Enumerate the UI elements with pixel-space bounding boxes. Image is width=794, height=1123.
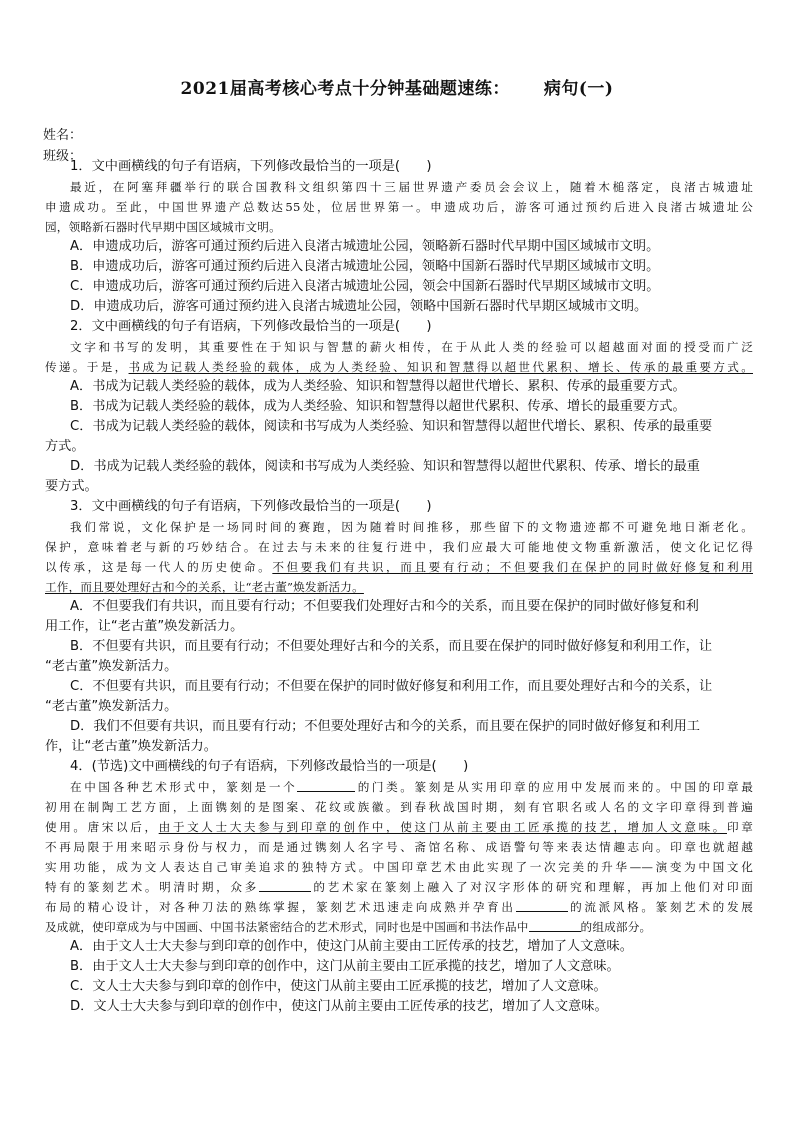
- q3-option-d-cont: 作，让“老古董”焕发新活力。: [45, 739, 217, 754]
- q4-passage-text: 及成就，使印章成为与中国画、中国书法紧密结合的艺术形式，同时也是中国画和书法作品中: [45, 920, 529, 934]
- q1-passage-line: 园，领略新石器时代早期中国区域城市文明。: [45, 220, 281, 234]
- q3-passage-text: 以传承，这是每一代人的历史使命。: [45, 560, 273, 574]
- q4-stem: 4．(节选)文中画横线的句子有语病，下列修改最恰当的一项是( ): [70, 759, 469, 774]
- fill-blank: [297, 779, 355, 792]
- q1-option-b: B．申遗成功后，游客可通过预约后进入良渚古城遗址公园，领略中国新石器时代早期区域城市文明。: [70, 259, 660, 274]
- q4-passage-text: 布局的精心设计，对各种刀法的熟练掌握，篆刻艺术迅速走向成熟并孕育出: [45, 900, 516, 914]
- q3-option-c: C．不但要有共识，而且要有行动；不但要在保护的同时做好修复和利用工作，而且要处理好古和今的关系，让: [70, 679, 713, 694]
- class-field-label: 班级：: [43, 149, 83, 164]
- q1-stem: 1．文中画横线的句子有语病，下列修改最恰当的一项是( ): [70, 159, 432, 174]
- q3-option-a: A．不但要我们有共识，而且要有行动；不但要我们处理好古和今的关系，而且要在保护的同时做好修复和利: [70, 599, 699, 614]
- fill-blank: [529, 919, 581, 932]
- q2-option-c: C．书成为记载人类经验的载体，阅读和书写成为人类经验、知识和智慧得以超世代增长、累积、传承的最重要: [70, 419, 713, 434]
- question-list: [45, 157, 753, 1017]
- q4-passage-line: [45, 817, 753, 837]
- q3-option-b: B．不但要有共识，而且要有行动；不但要处理好古和今的关系，而且要在保护的同时做好修复和利用工作，让: [70, 639, 713, 654]
- q2-underlined-sentence: 书成为记载人类经验的载体，成为人类经验、知识和智慧得以超世代累积、增长、传承的最重要方式。: [128, 360, 753, 374]
- q3-option-c-cont: “老古董”焕发新活力。: [45, 699, 178, 714]
- q4-underlined-sentence: 由于文人士大夫参与到印章的创作中，使这门从前主要由工匠承揽的技艺，增加人文意味。: [158, 820, 727, 834]
- q4-passage-line: [45, 777, 753, 797]
- q4-option-a: A．由于文人士大夫参与到印章的创作中，使这门从前主要由工匠传承的技艺，增加了人文意味。: [70, 939, 633, 954]
- q1-passage-line: 最近，在阿塞拜疆举行的联合国教科文组织第四十三届世界遗产委员会会议上，随着木槌落定，良渚古城遗址: [70, 180, 753, 194]
- q3-passage-line: [45, 557, 753, 577]
- q4-passage-text: 的流派风格。篆刻艺术的发展: [567, 900, 753, 914]
- q2-passage-text: 传递。于是，: [45, 360, 129, 374]
- q4-passage-text: 特有的篆刻艺术。明清时期，众多: [45, 880, 259, 894]
- q1-option-c: C．申遗成功后，游客可通过预约后进入良渚古城遗址公园，领会中国新石器时代早期区域城市文明。: [70, 279, 660, 294]
- q2-stem: 2．文中画横线的句子有语病，下列修改最恰当的一项是( ): [70, 319, 432, 334]
- q1-passage-line: 申遗成功。至此，中国世界遗产总数达55处，位居世界第一。申遗成功后，游客可通过预约后进入良渚古城遗址公: [45, 200, 753, 214]
- q3-passage-line: 保护，意味着老与新的巧妙结合。在过去与未来的往复行进中，我们应最大可能地使文物重新激活，使文化记忆得: [45, 540, 753, 554]
- q2-option-b: B．书成为记载人类经验的载体，成为人类经验、知识和智慧得以超世代累积、传承、增长的最重要方式。: [70, 399, 686, 414]
- q4-option-b: B．由于文人士大夫参与到印章的创作中，这门从前主要由工匠承揽的技艺，增加了人文意味。: [70, 959, 620, 974]
- q4-option-d: D．文人士大夫参与到印章的创作中，使这门从前主要由工匠传承的技艺，增加了人文意味。: [70, 999, 608, 1014]
- q4-passage-line: [45, 897, 753, 917]
- q3-underlined-sentence: 不但要我们有共识，而且要有行动；不但要我们在保护的同时做好修复和利用: [272, 560, 753, 574]
- q2-option-c-cont: 方式。: [45, 439, 85, 454]
- q4-passage-text: 使用。唐宋以后，: [45, 820, 159, 834]
- q2-passage-line: [45, 357, 753, 377]
- q2-option-a: A．书成为记载人类经验的载体，成为人类经验、知识和智慧得以超世代增长、累积、传承的最重要方式。: [70, 379, 686, 394]
- fill-blank: [516, 899, 568, 912]
- name-field-label: 姓名：: [43, 128, 83, 143]
- q3-underlined-sentence-cont: 工作，而且要处理好古和今的关系，让“老古董”焕发新活力。: [45, 580, 364, 594]
- title-main: 2021届高考核心考点十分钟基础题速练：: [180, 79, 510, 99]
- q2-option-d: D．书成为记载人类经验的载体，阅读和书写成为人类经验、知识和智慧得以超世代累积、传承、增长的最重: [70, 459, 700, 474]
- q4-passage-text: 的艺术家在篆刻上融入了对汉字形体的研究和理解，再加上他们对印面: [310, 880, 753, 894]
- q1-option-d: D．申遗成功后，游客可通过预约进入良渚古城遗址公园，领略中国新石器时代早期区域城市文明。: [70, 299, 648, 314]
- q2-option-d-cont: 要方式。: [45, 479, 98, 494]
- q4-passage-line: 不再局限于用来昭示身份与权力，而是通过镌刻人名字号、斋馆名称、成语警句等来表达情趣志向。印章也就超越: [45, 840, 753, 854]
- q3-passage-line: [45, 577, 753, 597]
- q3-option-a-cont: 用工作，让“老古董”焕发新活力。: [45, 619, 244, 634]
- q4-passage-line: 实用功能，成为文人表达自己审美追求的独特方式。中国印章艺术由此实现了一次完美的升华——演变为中国文化: [45, 860, 753, 874]
- fill-blank: [259, 879, 311, 892]
- q4-passage-text: 的组成部分。: [580, 920, 652, 934]
- q4-passage-text: 的门类。篆刻是从实用印章的应用中发展而来的。中国的印章最: [355, 780, 753, 794]
- q3-option-b-cont: “老古董”焕发新活力。: [45, 659, 178, 674]
- q4-passage-line: 初用在制陶工艺方面，上面镌刻的是图案、花纹或族徽。到春秋战国时期，刻有官职名或人名的文字印章得到普遍: [45, 800, 753, 814]
- q3-option-d: D．我们不但要有共识，而且要有行动；不但要处理好古和今的关系，而且要在保护的同时做好修复和利用工: [70, 719, 700, 734]
- q3-stem: 3．文中画横线的句子有语病，下列修改最恰当的一项是( ): [70, 499, 432, 514]
- q4-passage-line: [45, 917, 753, 937]
- q3-passage-line: 我们常说，文化保护是一场同时间的赛跑，因为随着时间推移，那些留下的文物遗迹都不可避免地日渐老化。: [70, 520, 753, 534]
- q2-passage-line: 文字和书写的发明，其重要性在于知识与智慧的薪火相传，在于从此人类的经验可以超越面对面的授受而广泛: [70, 340, 753, 354]
- q4-option-c: C．文人士大夫参与到印章的创作中，使这门从前主要由工匠承揽的技艺，增加了人文意味。: [70, 979, 607, 994]
- q1-option-a: A．申遗成功后，游客可通过预约后进入良渚古城遗址公园，领略新石器时代早期中国区域城市文明。: [70, 239, 660, 254]
- title-sub: 病句(一): [543, 79, 614, 99]
- q4-passage-text: 在中国各种艺术形式中，篆刻是一个: [70, 780, 298, 794]
- q4-passage-line: [45, 877, 753, 897]
- page-title: [0, 74, 794, 99]
- q4-passage-text: 印章: [726, 820, 753, 834]
